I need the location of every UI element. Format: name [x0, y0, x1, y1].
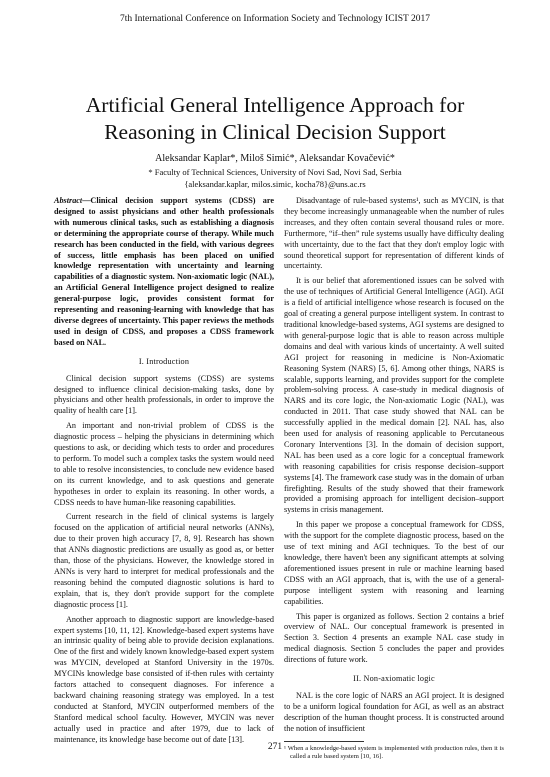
paper-title: Artificial General Intelligence Approach for Reasoning in Clinical Decision Support [85, 93, 465, 144]
left-column [54, 196, 274, 750]
paragraph: Another approach to diagnostic support are knowledge-based expert systems [10, 11, 12]. Knowledge-based expert systems have an intrinsic quality of being able to provide decision explanations. One of the first and widely known knowledge-based expert system was MYCIN, developed at Stanford University in the 1970s. MYCINs knowledge base consisted of if-then rules with certainty factors attached to consequent diagnoses. For inference a backward chaining reasoning strategy was employed. In a test conducted at Stanford, MYCIN outperformed members of the Stanford medical school faculty. However, MYCIN was never actually used in practice and after 1979, due to lack of maintenance, its knowledge base become out of date [13]. [54, 614, 274, 744]
paragraph: Current research in the field of clinical systems is largely focused on the application of artificial neural networks (ANNs), due to their proven high accuracy [7, 8, 9]. Research has shown that ANNs diagnostic predictions are usually as good as, or better than, those of the physicians. However, the knowledge stored in ANNs is very hard to interpret for medical professionals and the reasoning behind the computed diagnostic solutions is hard to explain, that is, they don't provide support for the complete diagnostic process [1]. [54, 512, 274, 609]
section-heading-nal: II. Non-axiomatic logic [353, 674, 435, 684]
page-number: 271 [267, 742, 283, 752]
paragraph: In this paper we propose a conceptual framework for CDSS, with the support for the complete diagnostic process, based on the use of text mining and AGI techniques. To the best of our knowledge, there haven't been any significant attempts at solving aforementioned issues present in rule or machine learning based CDSS with an AGI approach, that is, with the use of a general-purpose intelligent system with reasoning and learning capabilities. [284, 520, 504, 606]
abstract-text: —Clinical decision support systems (CDSS) are designed to assist physicians and other health professionals with numerous clinical tasks, such as establishing a diagnosis or determining the appropriate course of therapy. While much research has been conducted in the field, with various degrees of success, little emphasis has been placed on unified knowledge representation with uncertainty and learning capabilities of a diagnostic system. Non-axiomatic logic (NAL), an Artificial General Intelligence project designed to realize general-purpose logic, provides consistent format for representing and reasoning-learning with knowledge that has diverse degrees of uncertainty. This paper reviews the methods used in design of CDSS, and proposes a CDSS framework based on NAL. [54, 196, 274, 347]
conference-header: 7th International Conference on Information Society and Technology ICIST 2017 [119, 14, 431, 24]
paragraph: NAL is the core logic of NARS an AGI project. It is designed to be a uniform logical foundation for AGI, as well as an abstract description of the human thought process. It is constructed around the notion of insufficient [284, 690, 504, 733]
paragraph: Disadvantage of rule-based systems¹, such as MYCIN, is that they become increasingly unmanageable when the number of rules increases, and they often contain several thousand rules or more. Furthermore, “if–then” rule systems usually have difficulty dealing with uncertainty, due to the fact that they don't employ logic with sound theoretical support for representation of different kinds of uncertainty. [284, 196, 504, 271]
right-column [284, 196, 504, 761]
paragraph: Clinical decision support systems (CDSS) are systems designed to influence clinical decision-making tasks, done by physicians and other health professionals, in order to improve the quality of health care [1]. [54, 373, 274, 416]
paragraph: This paper is organized as follows. Section 2 contains a brief overview of NAL. Our conceptual framework is presented in Section 3. Section 4 presents an example NAL case study in medical diagnosis. Section 5 concludes the paper and provides directions of future work. [284, 611, 504, 665]
author-emails: {aleksandar.kaplar, milos.simic, kocha78}@uns.ac.rs [184, 179, 366, 189]
author-list: Aleksandar Kaplar*, Miloš Simić*, Aleksandar Kovačević* [155, 153, 395, 164]
section-heading-introduction: I. Introduction [138, 356, 190, 366]
footnote: ¹ When a knowledge-based system is implemented with production rules, then it is called a rule based system [10, 16]. [284, 744, 504, 760]
paragraph: It is our belief that aforementioned issues can be solved with the use of techniques of Artificial General Intelligence (AGI). AGI is a field of artificial intelligence whose research is focused on the goal of creating a general purpose intelligent system. In contrast to traditional knowledge-based systems, AGI systems are designed to with general-purpose logic that is able to reason across multiple domains and deal with various kinds of uncertainty. A well suited AGI project for reasoning in medicine is Non-Axiomatic Reasoning System (NARS) [5, 6]. Among other things, NARS is scalable, supports learning, and provides support for the complete problem-solving process. A case-study in medical diagnosis of NARS and its core logic, the Non-axiomatic Logic (NAL), was conducted in 2011. That case study showed that NAL can be successfully applied in the medical domain [2]. NAL has, also been used for analysis of reasoning applicable to Percutaneous Coronary Interventions [3]. In the domain of decision support, NAL has been used as a core logic for a conceptual framework with reasoning capabilities for crisis response decision–support systems [4]. The framework case study was in the domain of urban firefighting. Results of the study showed that their framework provided a promising approach for intelligent decision–support systems in crisis management. [284, 276, 504, 515]
paragraph: An important and non-trivial problem of CDSS is the diagnostic process – helping the physicians in determining which questions to ask, or deciding which tests to order and procedures to perform. To model such a complex tasks the system would need to able to resolve inconsistencies, to conclude new evidence based on its current knowledge, and to ask questions and generate hypotheses in order to explain its reasoning. In other words, a CDSS needs to have human-like reasoning capabilities. [54, 421, 274, 507]
affiliation: * Faculty of Technical Sciences, University of Novi Sad, Novi Sad, Serbia [148, 167, 402, 177]
abstract-label: Abstract [54, 196, 83, 205]
abstract [54, 196, 274, 349]
